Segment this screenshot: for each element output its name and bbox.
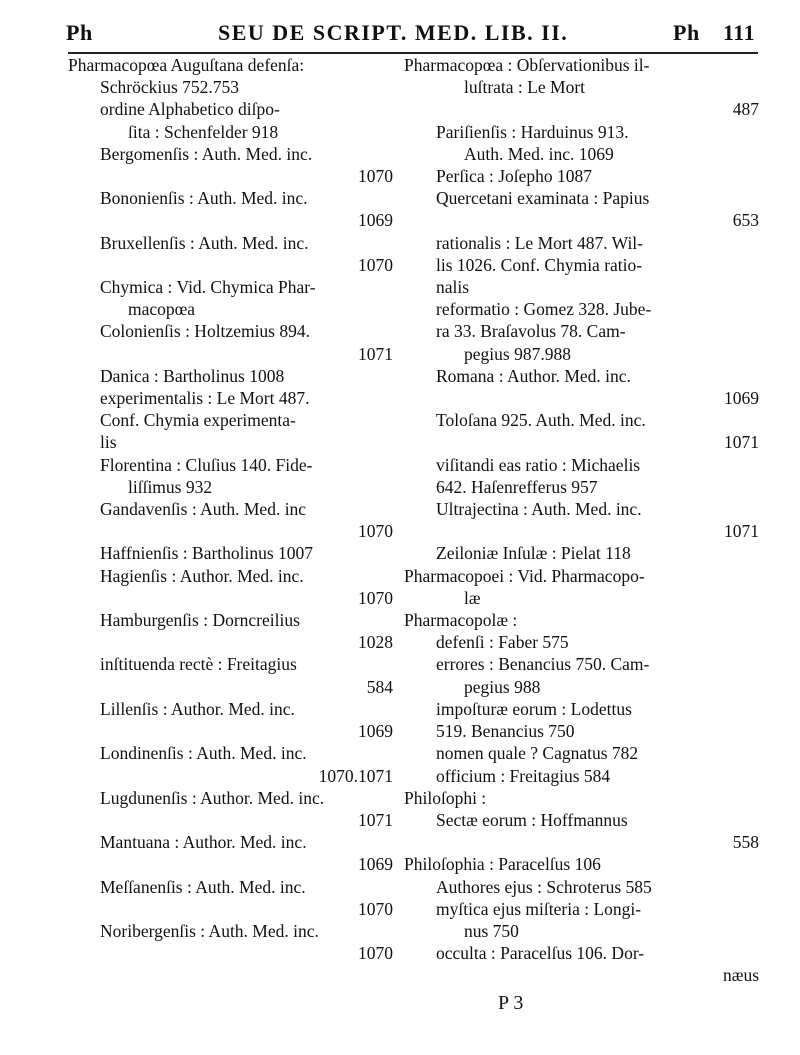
- page-number: 111: [723, 20, 756, 45]
- index-entry: læ: [464, 587, 481, 608]
- header-title: SEU DE SCRIPT. MED. LIB. II.: [218, 20, 569, 45]
- index-entry: Bruxellenſis : Auth. Med. inc.: [100, 232, 309, 253]
- index-entry: Colonienſis : Holtzemius 894.: [100, 321, 310, 342]
- index-entry: Lugdunenſis : Author. Med. inc.: [100, 787, 325, 808]
- index-entry: experimentalis : Le Mort 487.: [100, 388, 310, 409]
- index-entry: inſtituenda rectè : Freitagius: [100, 654, 297, 675]
- index-entry: Zeiloniæ Inſulæ : Pielat 118: [436, 543, 631, 564]
- index-entry: Pharmacopœa : Obſervationibus il-: [404, 55, 650, 75]
- index-entry: nus 750: [464, 920, 519, 941]
- index-entry: Bononienſis : Auth. Med. inc.: [100, 188, 308, 209]
- index-entry: pegius 987.988: [464, 343, 571, 364]
- index-entry: ſita : Schenfelder 918: [128, 121, 279, 142]
- index-entry: Conf. Chymia experimenta-: [100, 410, 296, 431]
- index-entry: 1070: [358, 166, 393, 187]
- index-entry: reformatio : Gomez 328. Jube-: [436, 299, 652, 320]
- index-entry: ra 33. Braſavolus 78. Cam-: [436, 321, 626, 342]
- index-entry: pegius 988: [464, 676, 541, 697]
- index-entry: Pariſienſis : Harduinus 913.: [436, 121, 629, 142]
- index-entry: 1069: [358, 210, 393, 231]
- index-entry: lis 1026. Conf. Chymia ratio-: [436, 254, 643, 275]
- index-entry: errores : Benancius 750. Cam-: [436, 654, 650, 675]
- index-entry: viſitandi eas ratio : Michaelis: [436, 454, 641, 475]
- index-entry: 1069: [358, 721, 393, 742]
- index-entry: Noribergenſis : Auth. Med. inc.: [100, 920, 319, 941]
- index-entry: Philoſophia : Paracelſus 106: [404, 854, 601, 875]
- index-entry: Gandavenſis : Auth. Med. inc: [100, 499, 307, 520]
- index-entry: Lillenſis : Author. Med. inc.: [100, 698, 295, 719]
- index-entry: officium : Freitagius 584: [436, 765, 611, 786]
- index-entry: 1071: [724, 521, 759, 542]
- index-entry: 558: [732, 832, 759, 853]
- catchword: P 3: [498, 992, 524, 1014]
- index-entry: macopœa: [128, 299, 196, 320]
- index-entry: næus: [723, 965, 759, 986]
- index-entry: 1070: [358, 521, 393, 542]
- index-entry: impoſturæ eorum : Lodettus: [436, 698, 632, 719]
- index-entry: nalis: [436, 277, 470, 298]
- index-entry: Hamburgenſis : Dorncreilius: [100, 610, 300, 631]
- index-entry: 1071: [724, 432, 759, 453]
- index-entry: 1028: [358, 632, 393, 653]
- index-entry: Danica : Bartholinus 1008: [100, 365, 285, 386]
- index-entry: Pharmacopolæ :: [404, 610, 518, 631]
- index-column-right: [404, 54, 759, 987]
- header-right-letters: Ph: [673, 20, 700, 45]
- index-entry: ordine Alphabetico diſpo-: [100, 99, 280, 120]
- index-entry: 1070: [358, 943, 393, 964]
- index-entry: liſſimus 932: [128, 476, 213, 497]
- index-entry: rationalis : Le Mort 487. Wil-: [436, 232, 643, 253]
- index-entry: lis: [100, 432, 117, 453]
- index-entry: 487: [732, 99, 759, 120]
- index-entry: Hagienſis : Author. Med. inc.: [100, 565, 304, 586]
- index-entry: Bergomenſis : Auth. Med. inc.: [100, 143, 313, 164]
- index-entry: Londinenſis : Auth. Med. inc.: [100, 743, 307, 764]
- index-entry: Schröckius 752.753: [100, 77, 240, 98]
- index-entry: 1070: [358, 254, 393, 275]
- index-entry: Pharmacopœa Auguſtana defenſa:: [68, 55, 305, 75]
- header-left-letters: Ph: [66, 20, 93, 45]
- index-entry: 1069: [358, 854, 393, 875]
- index-entry: Meſſanenſis : Auth. Med. inc.: [100, 876, 306, 897]
- index-entry: Haffnienſis : Bartholinus 1007: [100, 543, 314, 564]
- index-entry: Pharmacopoei : Vid. Pharmacopo-: [404, 565, 645, 586]
- index-entry: Chymica : Vid. Chymica Phar-: [100, 277, 316, 298]
- index-entry: Authores ejus : Schroterus 585: [436, 876, 652, 897]
- index-column-left: [68, 54, 393, 964]
- index-entry: Ultrajectina : Auth. Med. inc.: [436, 499, 642, 520]
- running-header: [68, 18, 758, 54]
- index-entry: 1070.1071: [318, 765, 393, 786]
- index-entry: Sectæ eorum : Hoffmannus: [436, 809, 628, 830]
- index-entry: Florentina : Cluſius 140. Fide-: [100, 454, 313, 475]
- index-entry: luſtrata : Le Mort: [464, 77, 586, 98]
- index-entry: 519. Benancius 750: [436, 721, 575, 742]
- index-entry: occulta : Paracelſus 106. Dor-: [436, 943, 645, 964]
- index-entry: Auth. Med. inc. 1069: [464, 143, 614, 164]
- index-entry: Quercetani examinata : Papius: [436, 188, 650, 209]
- index-entry: 1069: [724, 388, 759, 409]
- index-entry: Philoſophi :: [404, 787, 487, 808]
- index-entry: 584: [366, 676, 393, 697]
- index-entry: nomen quale ? Cagnatus 782: [436, 743, 639, 764]
- index-entry: 653: [732, 210, 759, 231]
- index-entry: myſtica ejus miſteria : Longi-: [436, 898, 642, 919]
- index-entry: 642. Haſenrefferus 957: [436, 476, 598, 497]
- index-entry: Romana : Author. Med. inc.: [436, 365, 631, 386]
- index-entry: 1071: [358, 343, 393, 364]
- index-entry: Toloſana 925. Auth. Med. inc.: [436, 410, 646, 431]
- index-entry: 1071: [358, 809, 393, 830]
- index-entry: 1070: [358, 898, 393, 919]
- index-entry: Mantuana : Author. Med. inc.: [100, 832, 307, 853]
- index-entry: defenſi : Faber 575: [436, 632, 569, 653]
- index-entry: 1070: [358, 587, 393, 608]
- index-entry: Perſica : Joſepho 1087: [436, 166, 593, 187]
